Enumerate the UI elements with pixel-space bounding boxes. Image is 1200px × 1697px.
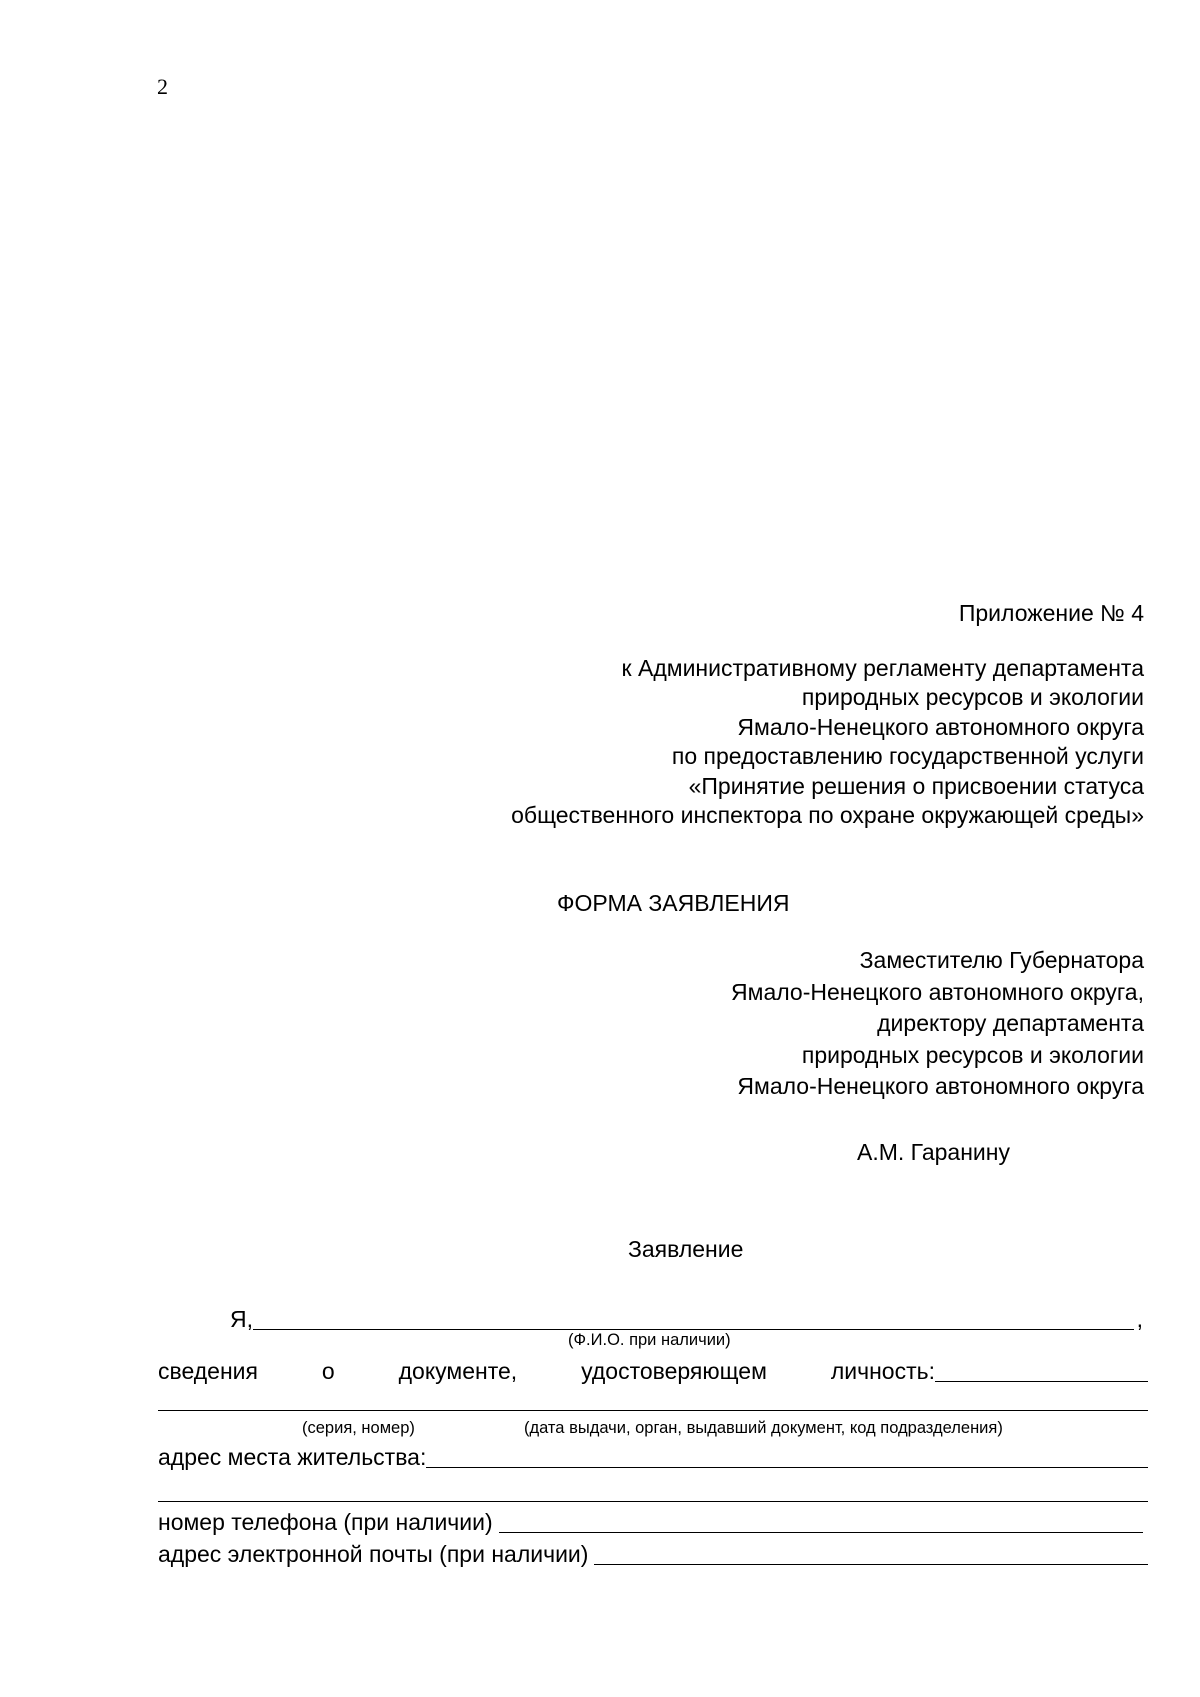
appendix-title: Приложение № 4 bbox=[958, 600, 1144, 626]
fio-prefix: Я, bbox=[230, 1306, 253, 1332]
email-row bbox=[158, 1537, 1148, 1569]
fio-suffix: , bbox=[1136, 1306, 1143, 1332]
addressee-line: директору департамента bbox=[877, 1010, 1144, 1037]
phone-row bbox=[158, 1505, 1143, 1537]
addressee-line: Ямало-Ненецкого автономного округа, bbox=[731, 978, 1144, 1005]
document-series-hint: (серия, номер) bbox=[302, 1419, 415, 1437]
phone-label: номер телефона (при наличии) bbox=[158, 1509, 493, 1535]
address-field[interactable] bbox=[426, 1443, 1148, 1468]
document-label-word: документе, bbox=[398, 1358, 518, 1384]
appendix-reference bbox=[511, 654, 1144, 830]
address-row bbox=[158, 1440, 1148, 1472]
addressee-line: Ямало-Ненецкого автономного округа bbox=[737, 1073, 1144, 1100]
appendix-line: «Принятие решения о присвоении статуса bbox=[688, 772, 1144, 799]
fio-field[interactable] bbox=[253, 1305, 1134, 1330]
form-title: ФОРМА ЗАЯВЛЕНИЯ bbox=[557, 890, 790, 916]
email-label: адрес электронной почты (при наличии) bbox=[158, 1541, 589, 1567]
statement-title: Заявление bbox=[628, 1236, 744, 1262]
email-field[interactable] bbox=[594, 1540, 1148, 1565]
appendix-line: природных ресурсов и экологии bbox=[801, 684, 1144, 711]
page-number: 2 bbox=[157, 74, 168, 99]
document-field-line-2[interactable] bbox=[158, 1410, 1148, 1411]
document-label-word: сведения bbox=[158, 1358, 258, 1384]
addressee-line: природных ресурсов и экологии bbox=[801, 1041, 1144, 1068]
fio-hint: (Ф.И.О. при наличии) bbox=[568, 1331, 731, 1349]
addressee-block bbox=[731, 945, 1144, 1103]
document-issue-hint: (дата выдачи, орган, выдавший документ, код подразделения) bbox=[524, 1419, 1003, 1437]
addressee-name: А.М. Гаранину bbox=[857, 1139, 1010, 1165]
document-label bbox=[158, 1356, 935, 1386]
document-label-word: личность: bbox=[830, 1358, 935, 1384]
appendix-line: общественного инспектора по охране окружающей среды» bbox=[511, 802, 1144, 829]
phone-field[interactable] bbox=[499, 1508, 1143, 1533]
address-label: адрес места жительства: bbox=[158, 1444, 427, 1470]
document-field[interactable] bbox=[935, 1357, 1148, 1382]
addressee-line: Заместителю Губернатора bbox=[859, 947, 1144, 973]
appendix-line: к Административному регламенту департамента bbox=[621, 655, 1144, 681]
address-field-line-2[interactable] bbox=[158, 1501, 1148, 1502]
appendix-line: по предоставлению государственной услуги bbox=[671, 743, 1144, 770]
appendix-line: Ямало-Ненецкого автономного округа bbox=[737, 713, 1144, 740]
document-row bbox=[158, 1354, 1148, 1386]
document-label-word: удостоверяющем bbox=[581, 1358, 767, 1384]
document-label-word: о bbox=[321, 1358, 335, 1384]
